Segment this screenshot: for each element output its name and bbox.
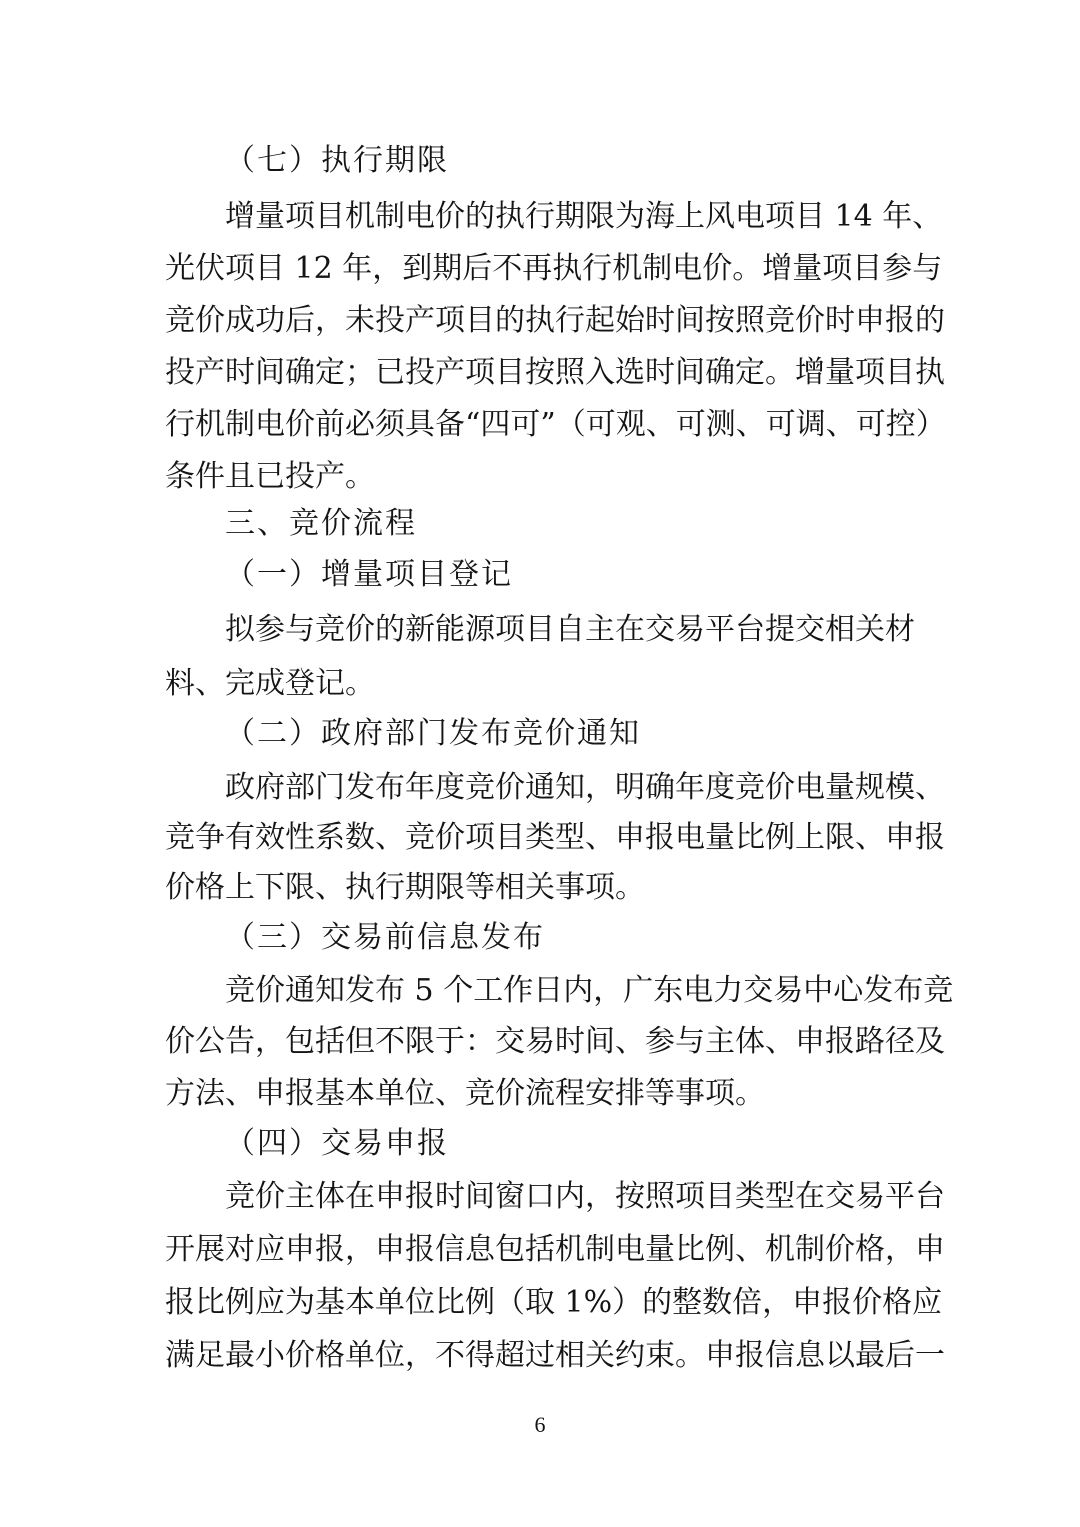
chapter-heading: 三、竞价流程 <box>225 506 417 541</box>
paragraph-line: 价格上下限、执行期限等相关事项。 <box>165 870 645 905</box>
paragraph-line: 竞 争 有 效 性 系 数 、 竞 价 项 目 类 型 、 申 报 电 量 比 例 上 限 、 申 报 <box>165 820 945 855</box>
paragraph-line: 竞 价 主 体 在 申 报 时 间 窗 口 内 ， 按 照 项 目 类 型 在 交 易 平 台 <box>225 1179 945 1214</box>
section-heading-7: （七）执行期限 <box>225 143 449 178</box>
paragraph-line: 投 产 时 间 确 定 ； 已 投 产 项 目 按 照 入 选 时 间 确 定 。 增 量 项 目 执 <box>165 355 945 390</box>
section-heading-3: （三）交易前信息发布 <box>225 920 545 955</box>
paragraph-line: 报 比 例 应 为 基 本 单 位 比 例 （ 取 1 % ） 的 整 数 倍 ， 申 报 价 格 应 <box>165 1285 943 1320</box>
paragraph-line: 开 展 对 应 申 报 ， 申 报 信 息 包 括 机 制 电 量 比 例 、 机 制 价 格 ， 申 <box>165 1232 945 1267</box>
paragraph-line: 拟 参 与 竞 价 的 新 能 源 项 目 自 主 在 交 易 平 台 提 交 相 关 材 <box>225 612 915 647</box>
paragraph-line: 增 量 项 目 机 制 电 价 的 执 行 期 限 为 海 上 风 电 项 目 1 4 年 、 <box>225 199 943 234</box>
paragraph-line: 方法、申报基本单位、竞价流程安排等事项。 <box>165 1076 765 1111</box>
paragraph-line: 光 伏 项 目 1 2 年 ， 到 期 后 不 再 执 行 机 制 电 价 。 增 量 项 目 参 与 <box>165 251 943 286</box>
paragraph-line: 政 府 部 门 发 布 年 度 竞 价 通 知 ， 明 确 年 度 竞 价 电 量 规 模 、 <box>225 770 945 805</box>
paragraph-line: 满 足 最 小 价 格 单 位 ， 不 得 超 过 相 关 约 束 。 申 报 信 息 以 最 后 一 <box>165 1338 945 1373</box>
section-heading-4: （四）交易申报 <box>225 1126 449 1161</box>
paragraph-line: 价 公 告 ， 包 括 但 不 限 于 ： 交 易 时 间 、 参 与 主 体 、 申 报 路 径 及 <box>165 1024 945 1059</box>
page-number: 6 <box>534 1412 546 1437</box>
section-heading-2: （二）政府部门发布竞价通知 <box>225 716 641 751</box>
section-heading-1: （一）增量项目登记 <box>225 557 513 592</box>
paragraph-line: 行 机 制 电 价 前 必 须 具 备 “ 四 可 ” （ 可 观 、 可 测 、 可 调 、 可 控 ） <box>165 407 946 442</box>
paragraph-line: 竞 价 通 知 发 布 5 个 工 作 日 内 ， 广 东 电 力 交 易 中 心 发 布 竞 <box>225 973 954 1008</box>
paragraph-line: 条件且已投产。 <box>165 459 375 494</box>
paragraph-line: 竞 价 成 功 后 ， 未 投 产 项 目 的 执 行 起 始 时 间 按 照 竞 价 时 申 报 的 <box>165 303 945 338</box>
paragraph-line: 料、完成登记。 <box>165 666 375 701</box>
